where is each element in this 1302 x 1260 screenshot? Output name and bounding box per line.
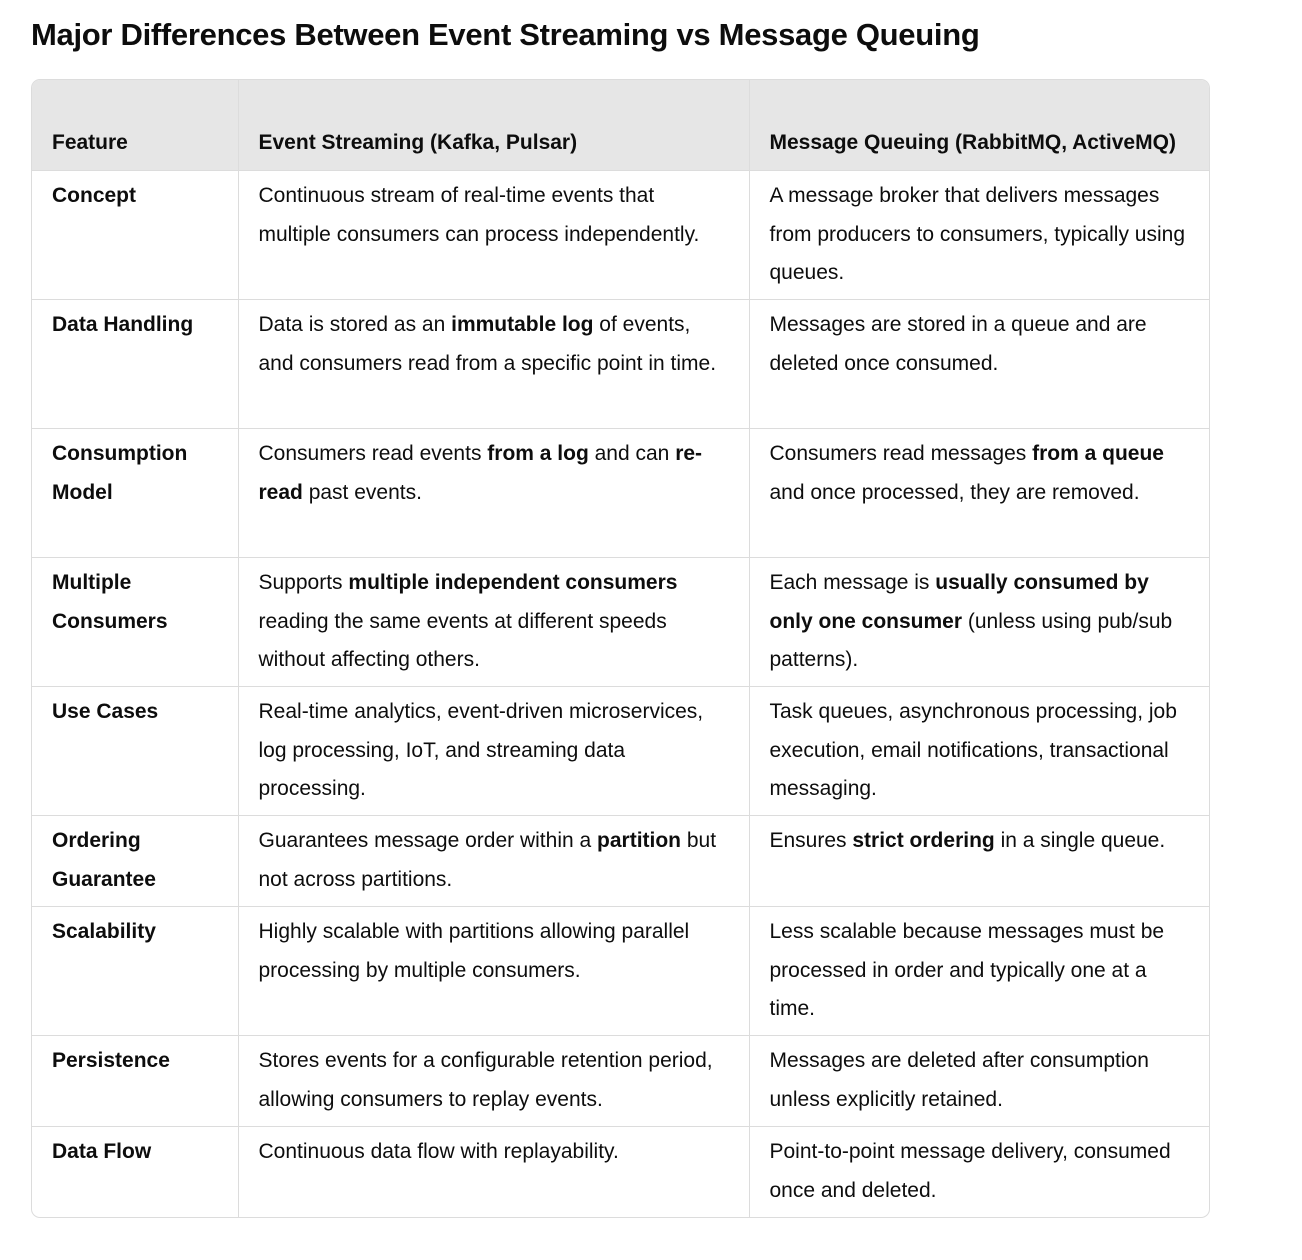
table-row xyxy=(32,171,1209,300)
text-segment: Highly scalable with partitions allowing parallel processing by multiple consumers. xyxy=(258,920,690,982)
text-segment: in a single queue. xyxy=(994,829,1166,852)
text-segment: Real-time analytics, event-driven microservices, log processing, IoT, and streaming data processing. xyxy=(258,700,704,800)
table-body xyxy=(32,171,1209,1218)
header-feature: Feature xyxy=(52,130,128,154)
bold-text: multiple independent consumers xyxy=(348,571,678,594)
feature-cell: Ordering Guarantee xyxy=(32,816,238,907)
bold-text: immutable log xyxy=(451,313,594,336)
header-row xyxy=(32,80,1209,171)
feature-cell: Persistence xyxy=(32,1036,238,1127)
message-queuing-cell xyxy=(749,816,1209,907)
text-segment: Guarantees message order within a xyxy=(258,829,598,852)
text-segment: A message broker that delivers messages from producers to consumers, typically using queues. xyxy=(769,184,1185,284)
table-row xyxy=(32,1127,1209,1218)
message-queuing-cell xyxy=(749,429,1209,558)
text-segment: Supports xyxy=(258,571,349,594)
table-row xyxy=(32,1036,1209,1127)
message-queuing-cell xyxy=(749,907,1209,1036)
feature-cell: Multiple Consumers xyxy=(32,558,238,687)
text-segment: Less scalable because messages must be processed in order and typically one at a time. xyxy=(769,920,1165,1020)
text-segment: reading the same events at different speeds without affecting others. xyxy=(258,609,667,671)
table-row xyxy=(32,907,1209,1036)
text-segment: Ensures xyxy=(769,829,853,852)
text-segment: Each message is xyxy=(769,571,936,594)
event-streaming-cell xyxy=(238,300,749,429)
event-streaming-cell xyxy=(238,687,749,816)
bold-text: from a log xyxy=(487,442,589,465)
event-streaming-cell xyxy=(238,171,749,300)
header-event-streaming: Event Streaming (Kafka, Pulsar) xyxy=(238,80,749,171)
header-message-queuing: Message Queuing (RabbitMQ, ActiveMQ) xyxy=(749,80,1209,171)
text-segment: past events. xyxy=(302,480,422,504)
table-row xyxy=(32,816,1209,907)
feature-cell: Use Cases xyxy=(32,687,238,816)
message-queuing-cell xyxy=(749,687,1209,816)
bold-text: usually consumed by only one consumer xyxy=(769,571,1149,633)
text-segment: Messages are stored in a queue and are deleted once consumed. xyxy=(769,313,1147,375)
message-queuing-cell xyxy=(749,171,1209,300)
text-segment: Messages are deleted after consumption unless explicitly retained. xyxy=(769,1049,1149,1111)
table-row xyxy=(32,429,1209,558)
comparison-table-container xyxy=(31,79,1210,1218)
feature-cell: Scalability xyxy=(32,907,238,1036)
table-row xyxy=(32,300,1209,429)
bold-text: from a queue xyxy=(1032,442,1164,465)
text-segment: Data is stored as an xyxy=(258,313,452,336)
page-title: Major Differences Between Event Streaming vs Message Queuing xyxy=(31,17,980,52)
bold-text: partition xyxy=(597,829,682,852)
message-queuing-cell xyxy=(749,1127,1209,1218)
text-segment: (unless using pub/sub patterns). xyxy=(769,609,1173,671)
event-streaming-cell xyxy=(238,907,749,1036)
text-segment: Point-to-point message delivery, consumed once and deleted. xyxy=(769,1140,1171,1202)
text-segment: and can xyxy=(588,442,676,465)
message-queuing-cell xyxy=(749,1036,1209,1127)
table-row xyxy=(32,687,1209,816)
text-segment: Continuous data flow with replayability. xyxy=(258,1140,619,1163)
feature-cell: Consumption Model xyxy=(32,429,238,558)
message-queuing-cell xyxy=(749,300,1209,429)
text-segment: Stores events for a configurable retention period, allowing consumers to replay events. xyxy=(258,1049,713,1111)
bold-text: re-read xyxy=(258,442,703,504)
event-streaming-cell xyxy=(238,1127,749,1218)
text-segment: of events, and consumers read from a specific point in time. xyxy=(258,313,717,375)
table-row xyxy=(32,558,1209,687)
message-queuing-cell xyxy=(749,558,1209,687)
event-streaming-cell xyxy=(238,1036,749,1127)
event-streaming-cell xyxy=(238,429,749,558)
table-header xyxy=(32,80,1209,171)
bold-text: strict ordering xyxy=(852,829,995,852)
text-segment: Consumers read messages xyxy=(769,442,1033,465)
text-segment: Consumers read events xyxy=(258,442,488,465)
text-segment: and once processed, they are removed. xyxy=(769,480,1140,504)
event-streaming-cell xyxy=(238,558,749,687)
feature-cell: Data Handling xyxy=(32,300,238,429)
text-segment: Task queues, asynchronous processing, job execution, email notifications, transactional messaging. xyxy=(769,700,1177,800)
feature-cell: Data Flow xyxy=(32,1127,238,1218)
text-segment: but not across partitions. xyxy=(258,829,717,891)
text-segment: Continuous stream of real-time events that multiple consumers can process independently. xyxy=(258,184,700,246)
feature-cell: Concept xyxy=(32,171,238,300)
event-streaming-cell xyxy=(238,816,749,907)
comparison-table xyxy=(32,80,1209,1217)
